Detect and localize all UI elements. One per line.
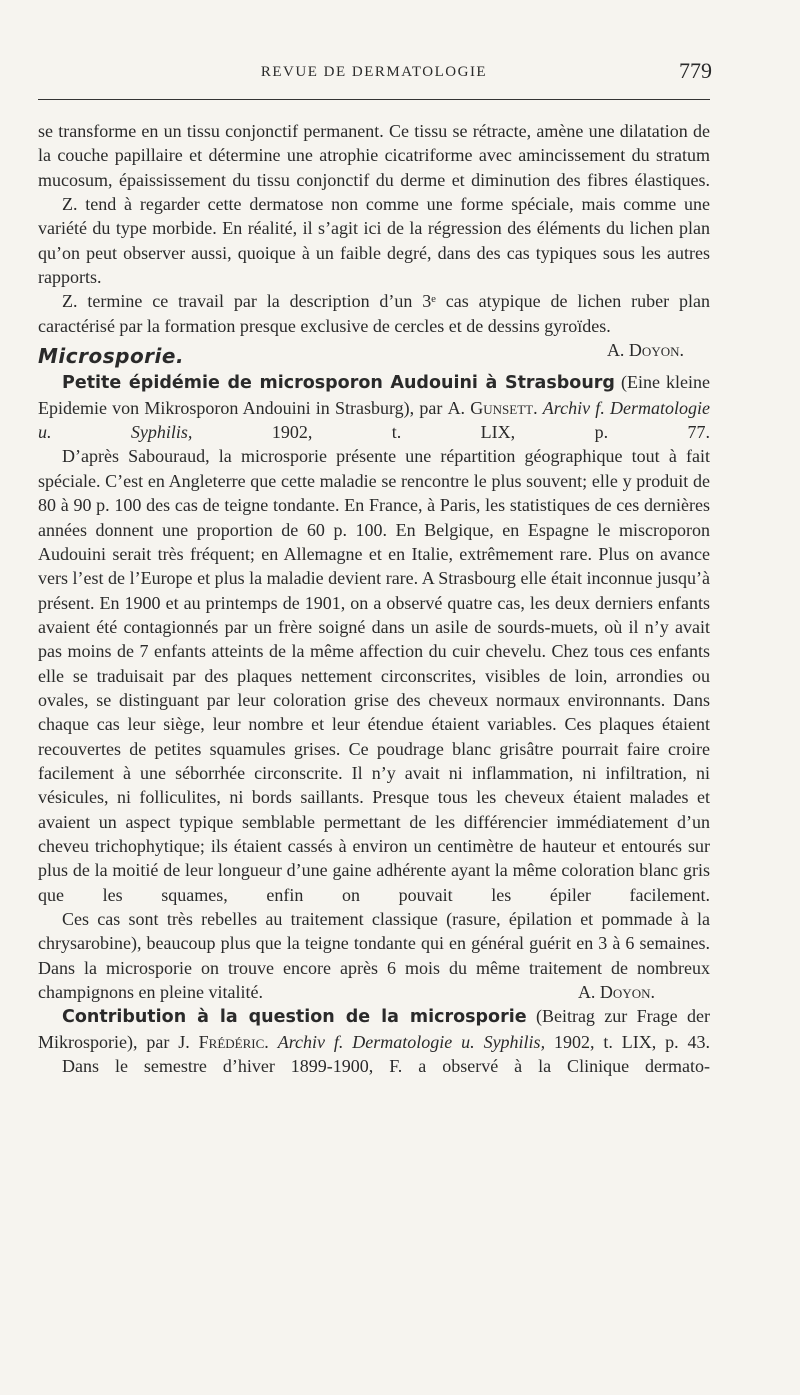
page-body [38, 119, 710, 1078]
article-1-title: Petite épidémie de microsporon Audouini à Strasbourg [62, 373, 615, 394]
review-paragraph-2: Z. tend à regarder cette dermatose non comme une forme spéciale, mais comme une variété du type morbide. En réalité, il s’agit ici de la régression des éléments du lichen plan qu’on peut observer aussi, quoique à un faible degré, dans des cas typiques sous les autres rapports. [38, 194, 710, 288]
section-heading: Microsporie. [38, 344, 185, 369]
article-2-heading [38, 1004, 710, 1054]
article-1-citation-lead: (Eine kleine Epidemie von Mikrosporon Andouini in Strasburg), par [38, 372, 710, 418]
article-1-heading [38, 370, 710, 444]
article-2-title: Contribution à la question de la microsporie [62, 1007, 527, 1028]
header-rule [38, 99, 710, 100]
review-signature: A. Doyon. [606, 340, 684, 361]
article-2-citation-lead: (Beitrag zur Frage der Mikrosporie), par [38, 1006, 710, 1052]
article-1-author: A. Gunsett. [447, 397, 538, 418]
running-title: REVUE DE DERMATOLOGIE [260, 64, 488, 80]
article-2-journal: Archiv f. Dermatologie u. Syphilis, [277, 1031, 546, 1052]
article-2-paragraph-1: Dans le semestre d’hiver 1899-1900, F. a observé à la Clinique dermato- [62, 1056, 710, 1077]
article-1-citation-tail: 1902, t. LIX, p. 77. [271, 422, 710, 443]
review-paragraph-3-text: Z. termine ce travail par la description d’un 3ᵉ cas atypique de lichen ruber plan caractérisé par la formation presque exclusive de cercles et de dessins gyroïdes. [38, 291, 710, 336]
article-2-author: J. Frédéric. [178, 1031, 269, 1052]
article-1-paragraph-2-text: Ces cas sont très rebelles au traitement classique (rasure, épilation et pommade à la chrysarobine), beaucoup plus que la teigne tondante qui en général guérit en 3 à 6 semaines. Dans la microsporie on trouve encore après 6 mois du même traitement de nombreux champignons en pleine vitalité. [38, 909, 710, 1003]
article-1-paragraph-1: D’après Sabouraud, la microsporie présente une répartition géographique tout à fait spéciale. C’est en Angleterre que cette maladie se rencontre le plus souvent; elle y produit de 80 à 90 p. 100 des cas de teigne tondante. En France, à Paris, les statistiques de ces dernières années donnent une proportion de 60 p. 100. En Belgique, en Espagne le miscroporon Audouini serait très fréquent; en Allemagne et en Italie, extrêmement rare. Plus on avance vers l’est de l’Europe et plus la maladie devient rare. A Strasbourg elle était inconnue jusqu’à présent. En 1900 et au printemps de 1901, on a observé quatre cas, les deux derniers enfants avaient été contagionnés par un frère soigné dans un asile de sourds-muets, où il n’y avait pas moins de 7 enfants atteints de la même affection du cuir chevelu. Chez tous ces enfants elle se traduisait par des plaques nettement circonscrites, visibles de loin, arrondies ou ovales, se distinguant par leur coloration grise des cheveux normaux environnants. Dans chaque cas leur siège, leur nombre et leur étendue étaient variables. Ces plaques étaient recouvertes de petites squamules grises. Ce poudrage blanc grisâtre pourrait faire croire facilement à une séborrhée circonscrite. Il n’y avait ni inflammation, ni infiltration, ni vésicules, ni folliculites, ni bords saillants. Presque tous les cheveux étaient malades et avaient un aspect typique semblable permettant de les différencier immédiatement d’un cheveu trichophytique; ils étaient cassés à environ un centimètre de hauteur et entourés sur plus de la moitié de leur longueur d’une gaine adhérente ayant la même coloration blanc gris que les squames, enfin on pouvait les épiler facilement. [38, 446, 710, 905]
review-paragraph-1: se transforme en un tissu conjonctif permanent. Ce tissu se rétracte, amène une dilatation de la couche papillaire et détermine une atrophie cicatriforme avec amincissement du stratum mucosum, épaississement du tissu conjonctif du derme et diminution des fibres élastiques. [38, 121, 710, 190]
article-1-paragraph-2 [38, 907, 710, 1004]
article-1-journal: Archiv f. Dermatologie u. Syphilis, [38, 397, 710, 443]
page-number: 779 [679, 58, 712, 83]
article-1-signature: A. Doyon. [577, 982, 655, 1003]
page-header [38, 60, 710, 90]
article-2-citation-tail: 1902, t. LIX, p. 43. [553, 1031, 711, 1052]
